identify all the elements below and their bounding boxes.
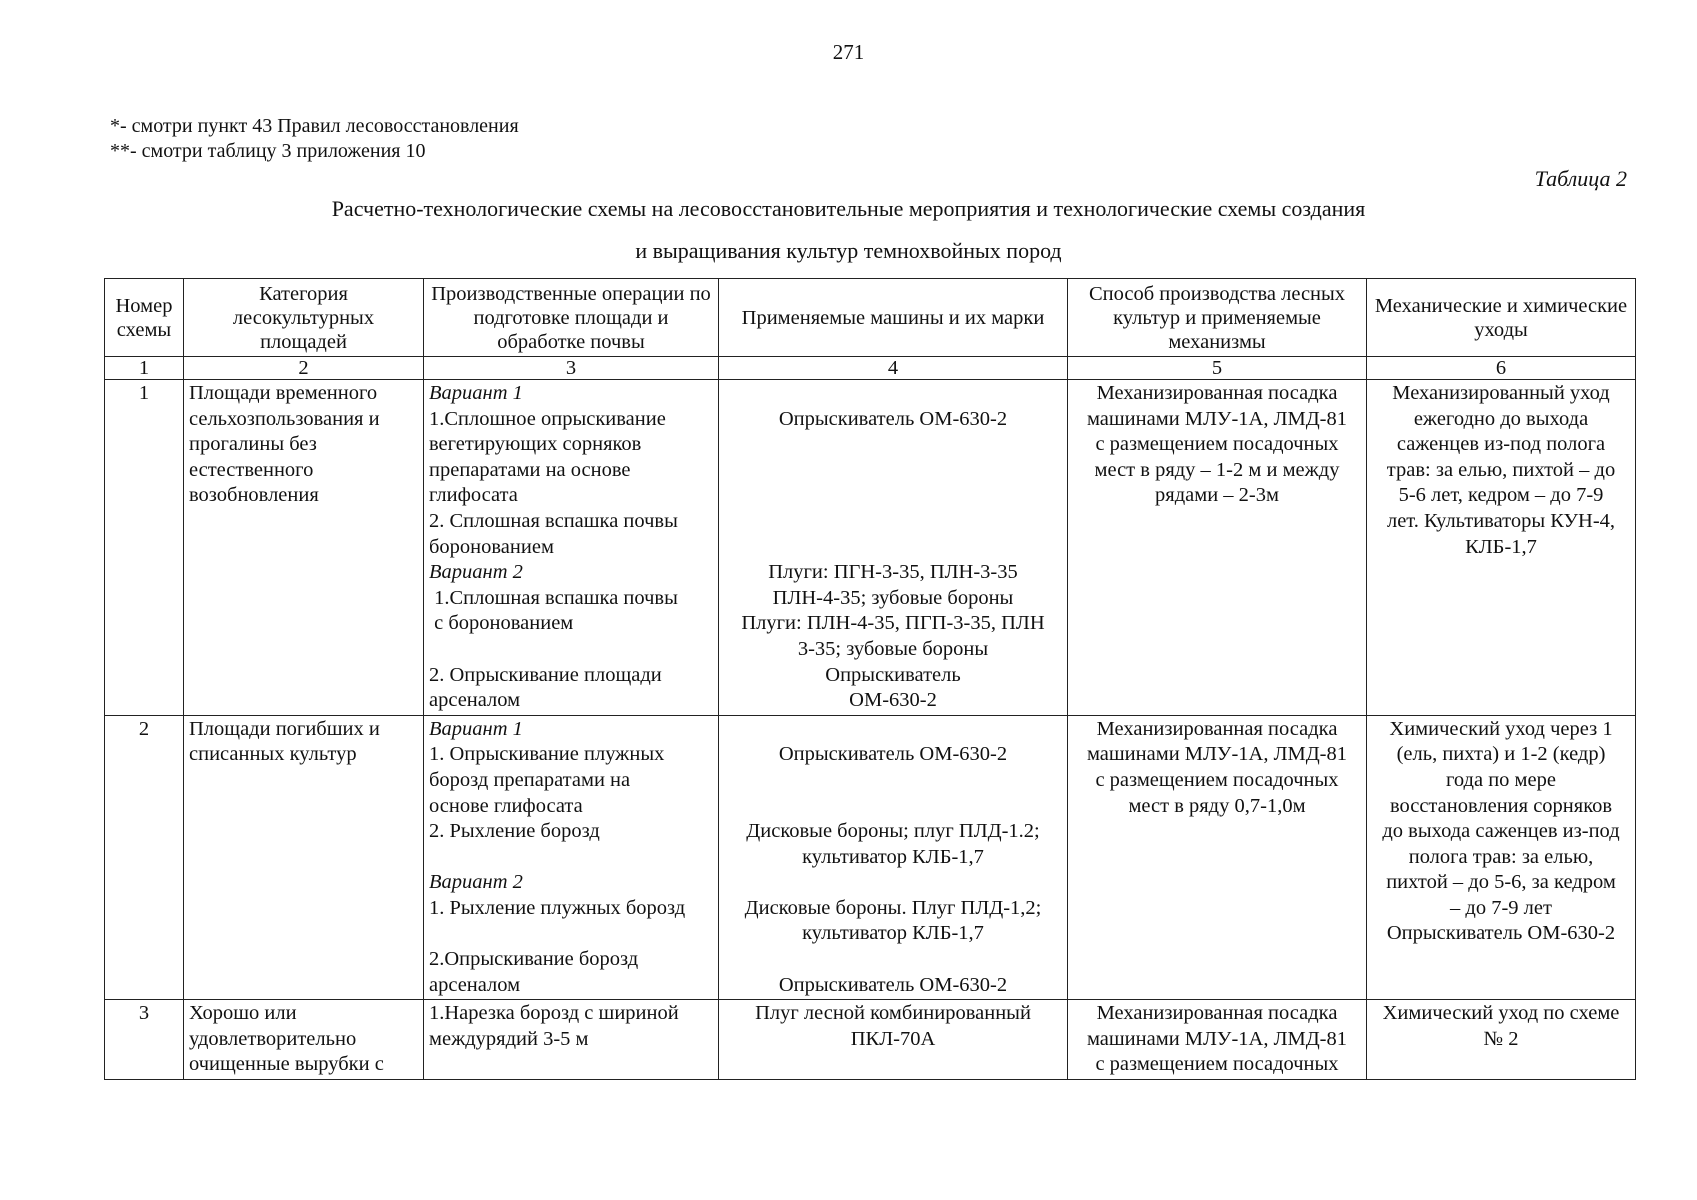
- cell-machines-line: 3-35; зубовые бороны: [797, 637, 989, 660]
- table-row: [105, 380, 1636, 716]
- cell-operations-line: 1.Сплошная вспашка почвы: [429, 586, 678, 609]
- cell-machines-line: ПКЛ-70А: [850, 1027, 936, 1050]
- cell-category-line: Площади погибших и: [189, 717, 380, 740]
- cell-operations: [424, 715, 719, 1000]
- column-number-row: [105, 357, 1636, 380]
- cell-machines-line: [724, 794, 1062, 820]
- cell-method: [1068, 380, 1367, 716]
- cell-scheme-number: 2: [105, 715, 184, 1000]
- cell-operations-line: Вариант 2: [429, 561, 523, 584]
- cell-machines-line: [724, 717, 1062, 743]
- cell-care: [1367, 1000, 1636, 1080]
- cell-operations-line: Вариант 2: [429, 871, 523, 894]
- cell-care-line: Химический уход через 1: [1389, 717, 1613, 740]
- cell-care-line: Механизированный уход: [1392, 382, 1610, 404]
- column-number: 2: [184, 357, 424, 380]
- cell-method-line: машинами МЛУ-1А, ЛМД-81: [1086, 743, 1348, 766]
- table-label: Таблица 2: [1534, 166, 1627, 191]
- cell-machines-line: культиватор КЛБ-1,7: [802, 922, 984, 945]
- cell-operations: [424, 380, 719, 716]
- cell-method-line: машинами МЛУ-1А, ЛМД-81: [1086, 1027, 1348, 1050]
- cell-category-line: естественного: [189, 458, 314, 481]
- cell-care: [1367, 380, 1636, 716]
- cell-operations-line: междурядий 3-5 м: [429, 1027, 589, 1050]
- table-caption-line-2: и выращивания культур темнохвойных пород: [635, 238, 1062, 263]
- footnotes: [110, 114, 519, 164]
- cell-machines-line: Опрыскиватель ОМ-630-2: [778, 407, 1008, 430]
- cell-method-line: рядами – 2-3м: [1155, 484, 1279, 507]
- cell-machines-line: ПЛН-4-35; зубовые бороны: [772, 586, 1014, 609]
- column-number: 6: [1367, 357, 1636, 380]
- cell-machines-line: Плуг лесной комбинированный: [755, 1002, 1031, 1025]
- cell-operations-line: 1.Нарезка борозд с шириной: [429, 1002, 679, 1025]
- cell-method: [1068, 715, 1367, 1000]
- cell-method-line: машинами МЛУ-1А, ЛМД-81: [1086, 407, 1348, 430]
- cell-category-line: Площади временного: [189, 382, 378, 404]
- table-header-row: [105, 279, 1636, 357]
- cell-operations-line: 2.Опрыскивание борозд: [429, 948, 639, 971]
- cell-machines-line: [724, 870, 1062, 896]
- table-caption-line-1: Расчетно-технологические схемы на лесовосстановительные мероприятия и технологические схемы создания: [331, 196, 1366, 221]
- cell-care-line: Химический уход по схеме: [1382, 1002, 1620, 1025]
- column-number: 5: [1068, 357, 1367, 380]
- cell-operations-line: Вариант 1: [429, 382, 523, 404]
- cell-operations-line: арсеналом: [429, 973, 521, 996]
- schemes-table: [104, 278, 1636, 1080]
- cell-category-line: списанных культур: [189, 743, 357, 766]
- cell-method-line: с размещением посадочных: [1095, 1053, 1339, 1076]
- cell-category-line: прогалины без: [189, 433, 317, 456]
- footnote-1: *- смотри пункт 43 Правил лесовосстановления: [110, 115, 519, 137]
- cell-operations-line: [429, 845, 713, 871]
- cell-care-line: полога трав: за елью,: [1408, 845, 1594, 868]
- column-number: 4: [719, 357, 1068, 380]
- cell-category: [184, 1000, 424, 1080]
- cell-machines-line: [724, 509, 1062, 535]
- cell-method: [1068, 1000, 1367, 1080]
- cell-machines: [719, 715, 1068, 1000]
- column-number: 1: [105, 357, 184, 380]
- cell-machines-line: [724, 535, 1062, 561]
- cell-machines-line: Дисковые бороны; плуг ПЛД-1.2;: [746, 820, 1040, 843]
- column-number: 3: [424, 357, 719, 380]
- cell-operations-line: [429, 637, 713, 663]
- cell-operations-line: [429, 921, 713, 947]
- table-row: [105, 715, 1636, 1000]
- cell-machines-line: Дисковые бороны. Плуг ПЛД-1,2;: [744, 896, 1042, 919]
- cell-machines: [719, 1000, 1068, 1080]
- cell-care-line: Опрыскиватель ОМ-630-2: [1386, 922, 1616, 945]
- cell-care-line: 5-6 лет, кедром – до 7-9: [1398, 484, 1604, 507]
- cell-method-line: Механизированная посадка: [1096, 382, 1338, 404]
- cell-care-line: ежегодно до выхода: [1413, 407, 1589, 430]
- cell-machines-line: [724, 458, 1062, 484]
- cell-machines-line: [724, 381, 1062, 407]
- cell-machines: [719, 380, 1068, 716]
- cell-operations: [424, 1000, 719, 1080]
- cell-operations-line: 2. Сплошная вспашка почвы: [429, 509, 678, 532]
- cell-operations-line: арсеналом: [429, 689, 521, 712]
- table-row: [105, 1000, 1636, 1080]
- cell-operations-line: 2. Опрыскивание площади: [429, 663, 662, 686]
- cell-category: [184, 380, 424, 716]
- header-method: Способ производства лесных культур и применяемые механизмы: [1068, 279, 1367, 357]
- cell-operations-line: основе глифосата: [429, 794, 583, 817]
- cell-operations-line: препаратами на основе: [429, 458, 631, 481]
- cell-machines-line: [724, 432, 1062, 458]
- cell-operations-line: Вариант 1: [429, 717, 523, 740]
- cell-category-line: возобновления: [189, 484, 319, 507]
- footnote-2: **- смотри таблицу 3 приложения 10: [110, 140, 426, 162]
- cell-machines-line: Опрыскиватель ОМ-630-2: [778, 743, 1008, 766]
- cell-care-line: восстановления сорняков: [1389, 794, 1613, 817]
- cell-category-line: Хорошо или: [189, 1002, 297, 1025]
- cell-scheme-number: 1: [105, 380, 184, 716]
- cell-machines-line: культиватор КЛБ-1,7: [802, 845, 984, 868]
- cell-machines-line: Плуги: ПЛН-4-35, ПГП-3-35, ПЛН: [741, 612, 1045, 635]
- cell-care-line: трав: за елью, пихтой – до: [1386, 458, 1616, 481]
- header-operations: Производственные операции по подготовке площади и обработке почвы: [424, 279, 719, 357]
- header-machines: Применяемые машины и их марки: [719, 279, 1068, 357]
- cell-operations-line: борозд препаратами на: [429, 768, 631, 791]
- cell-care-line: – до 7-9 лет: [1450, 896, 1552, 919]
- cell-category-line: удовлетворительно: [189, 1027, 357, 1050]
- cell-care: [1367, 715, 1636, 1000]
- cell-machines-line: Плуги: ПГН-3-35, ПЛН-3-35: [768, 561, 1018, 584]
- cell-care-line: года по мере: [1446, 768, 1556, 791]
- cell-operations-line: боронованием: [429, 535, 554, 558]
- cell-operations-line: вегетирующих сорняков: [429, 433, 642, 456]
- cell-care-line: саженцев из-под полога: [1396, 433, 1606, 456]
- cell-method-line: с размещением посадочных: [1095, 768, 1339, 791]
- cell-category-line: очищенные вырубки с: [189, 1053, 384, 1076]
- header-scheme-number: Номер схемы: [105, 279, 184, 357]
- cell-category-line: сельхозпользования и: [189, 407, 380, 430]
- cell-care-line: КЛБ-1,7: [1465, 535, 1537, 558]
- cell-care-line: (ель, пихта) и 1-2 (кедр): [1396, 743, 1606, 766]
- cell-care-line: № 2: [1483, 1027, 1519, 1050]
- cell-operations-line: с боронованием: [429, 612, 574, 635]
- cell-operations-line: 1. Опрыскивание плужных: [429, 743, 665, 766]
- cell-method-line: мест в ряду 0,7-1,0м: [1128, 794, 1306, 817]
- cell-category: [184, 715, 424, 1000]
- cell-method-line: мест в ряду – 1-2 м и между: [1094, 458, 1340, 481]
- cell-operations-line: 1. Рыхление плужных борозд: [429, 896, 686, 919]
- header-care: Механические и химические уходы: [1367, 279, 1636, 357]
- cell-care-line: лет. Культиваторы КУН-4,: [1386, 509, 1616, 532]
- cell-operations-line: 2. Рыхление борозд: [429, 820, 600, 843]
- cell-machines-line: [724, 768, 1062, 794]
- cell-machines-line: Опрыскиватель ОМ-630-2: [778, 973, 1008, 996]
- cell-operations-line: глифосата: [429, 484, 518, 507]
- cell-operations-line: 1.Сплошное опрыскивание: [429, 407, 666, 430]
- table-body: [105, 380, 1636, 1080]
- cell-machines-line: ОМ-630-2: [849, 689, 937, 712]
- cell-machines-line: [724, 483, 1062, 509]
- cell-method-line: с размещением посадочных: [1095, 433, 1339, 456]
- page-number: 271: [832, 40, 865, 64]
- cell-machines-line: Опрыскиватель: [825, 663, 961, 686]
- cell-scheme-number: 3: [105, 1000, 184, 1080]
- cell-care-line: до выхода саженцев из-под: [1382, 820, 1620, 843]
- header-category: Категория лесокультурных площадей: [184, 279, 424, 357]
- cell-care-line: пихтой – до 5-6, за кедром: [1386, 871, 1616, 894]
- cell-machines-line: [724, 947, 1062, 973]
- cell-method-line: Механизированная посадка: [1096, 717, 1338, 740]
- cell-method-line: Механизированная посадка: [1096, 1002, 1338, 1025]
